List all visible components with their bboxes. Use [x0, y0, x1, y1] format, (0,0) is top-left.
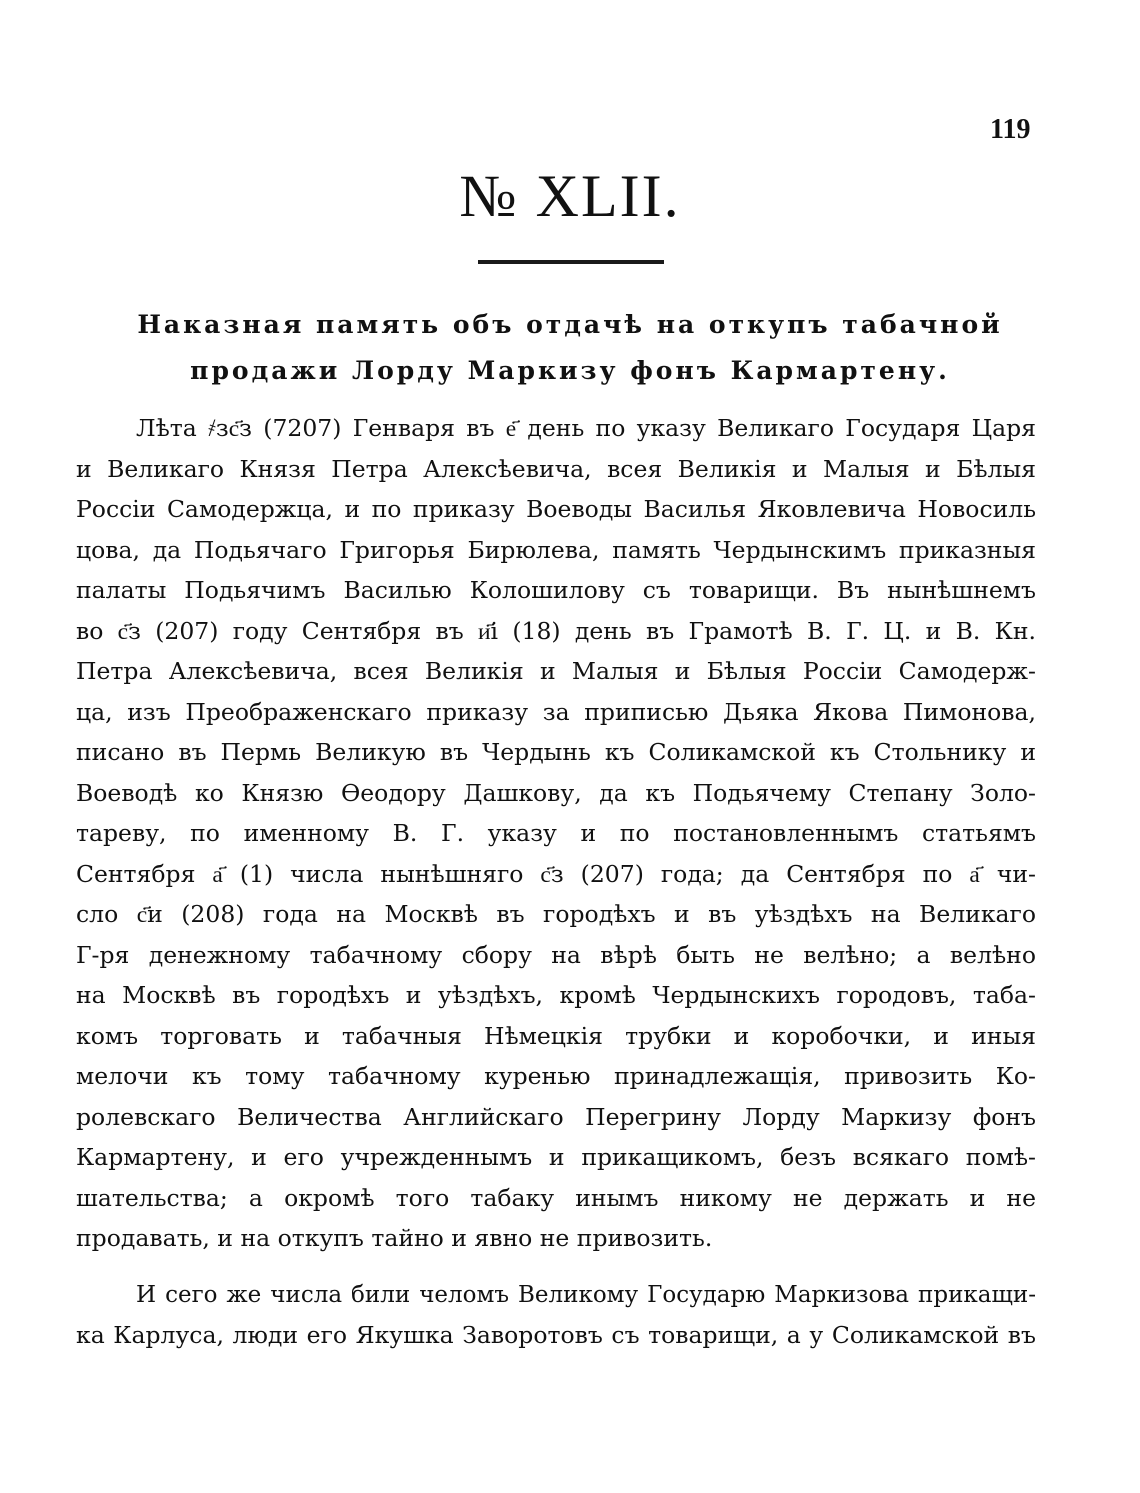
text-line: тареву, по именному В. Г. указу и по постановленнымъ статьямъ [76, 819, 1036, 847]
text-line: Сентября а҃ (1) числа нынѣшняго с҃з (207) года; да Сентября по а҃ чи- [76, 859, 1036, 888]
text-line: Лѣта ҂зс҃з (7207) Генваря въ е҃ день по указу Великаго Государя Царя [136, 414, 1036, 442]
text-line: шательства; а окромѣ того табаку инымъ никому не держать и не [76, 1183, 1036, 1212]
text-line: Воеводѣ ко Князю Ѳеодору Дашкову, да къ Подьячему Степану Золо- [76, 778, 1036, 807]
text-line: и Великаго Князя Петра Алексѣевича, всея Великія и Малыя и Бѣлыя [76, 454, 1036, 483]
text-line: во с҃з (207) году Сентября въ и҃і (18) день въ Грамотѣ В. Г. Ц. и В. Кн. [76, 616, 1036, 645]
document-title [70, 302, 1070, 394]
text-line: на Москвѣ въ городѣхъ и уѣздѣхъ, кромѣ Чердынскихъ городовъ, таба- [76, 981, 1036, 1009]
heading-rule [478, 260, 664, 264]
text-line: писано въ Пермь Великую въ Чердынь къ Соликамской къ Стольнику и [76, 738, 1036, 766]
paragraph-2 [76, 1275, 1036, 1356]
text-line: продавать, и на откупъ тайно и явно не привозить. [76, 1224, 713, 1252]
text-line: цова, да Подьячаго Григорья Бирюлева, память Чердынскимъ приказныя [76, 535, 1036, 564]
text-line: комъ торговать и табачныя Нѣмецкія трубки и коробочки, и иныя [76, 1021, 1036, 1050]
body-text [76, 408, 1036, 1356]
text-line: Кармартену, и его учрежденнымъ и прикащикомъ, безъ всякаго помѣ- [76, 1143, 1036, 1171]
text-line: палаты Подьячимъ Василью Колошилову съ товарищи. Въ нынѣшнемъ [76, 576, 1036, 604]
text-line: ца, изъ Преображенскаго приказу за приписью Дьяка Якова Пимонова, [76, 697, 1036, 726]
document-number-heading: № XLII. [459, 163, 681, 229]
text-line: ка Карлуса, люди его Якушка Заворотовъ съ товарищи, а у Соликамской въ [76, 1321, 1036, 1349]
text-line: И сего же числа били челомъ Великому Государю Маркизова прикащи- [136, 1281, 1036, 1308]
text-line: ролевскаго Величества Английскаго Перегрину Лорду Маркизу фонъ [76, 1102, 1036, 1131]
text-line: Петра Алексѣевича, всея Великія и Малыя и Бѣлыя Россіи Самодерж- [76, 657, 1036, 685]
page-number: 119 [990, 114, 1031, 145]
text-line: Россіи Самодержца, и по приказу Воеводы Василья Яковлевича Новосиль [76, 495, 1036, 523]
text-line: Г-ря денежному табачному сбору на вѣрѣ быть не велѣно; а велѣно [76, 940, 1036, 969]
title-line: Наказная память объ отдачѣ на откупъ табачной [137, 310, 1003, 339]
text-line: сло с҃и (208) года на Москвѣ въ городѣхъ и въ уѣздѣхъ на Великаго [76, 900, 1036, 928]
paragraph-gap [76, 1259, 1036, 1275]
paragraph-1 [76, 408, 1036, 1259]
text-line: мелочи къ тому табачному куренью принадлежащія, привозить Ко- [76, 1062, 1036, 1090]
title-line: продажи Лорду Маркизу фонъ Кармартену. [190, 356, 950, 385]
